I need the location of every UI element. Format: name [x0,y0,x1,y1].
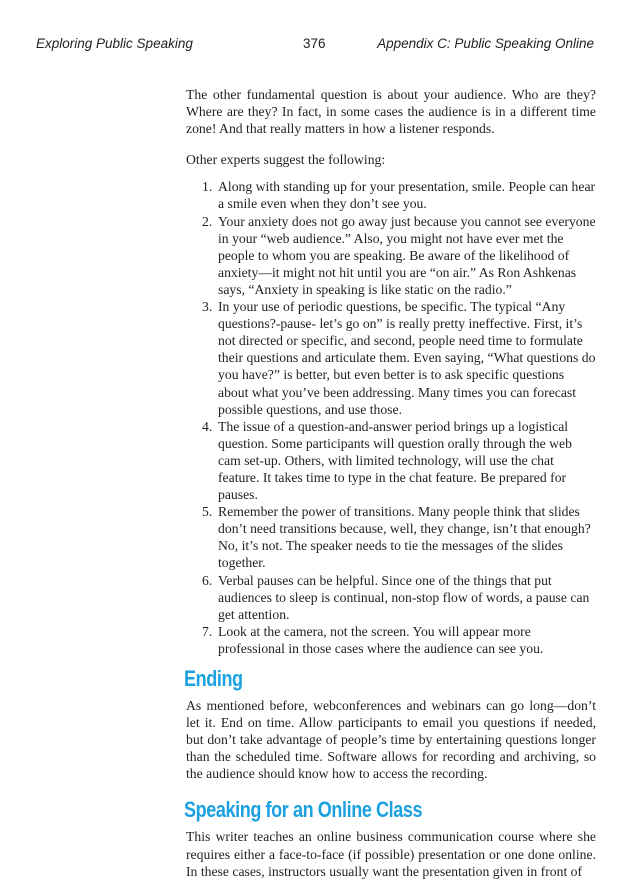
list-item [186,418,596,503]
list-item [186,572,596,623]
list-number: 5. [202,504,213,520]
list-number: 6. [202,572,213,588]
list-item-text: Verbal pauses can be helpful. Since one of the things that put audiences to sleep is continual, non-stop flow of words, a pause can get attention. [218,572,590,622]
list-item [186,623,596,657]
body-text [186,86,596,880]
list-item [186,503,596,571]
running-header [0,36,630,56]
online-class-paragraph: This writer teaches an online business communication course where she requires either a face-to-face (if possible) presentation or one done online. In these cases, instructors usually want the presentation given in front of [186,829,596,879]
list-number: 1. [202,179,213,195]
list-item-text: Along with standing up for your presentation, smile. People can hear a smile even when they don’t see you. [218,179,596,212]
intro-paragraph: The other fundamental question is about your audience. Who are they? Where are they? In fact, in some cases the audience is in a different time zone! And that really matters in how a listener responds. [186,87,596,137]
experts-paragraph: Other experts suggest the following: [186,152,386,168]
list-item [186,213,596,298]
page-number: 376 [303,36,326,51]
list-item-text: The issue of a question-and-answer period brings up a logistical question. Some participants will question orally through the web cam set-up. Others, with limited technology, will use the chat feature. It takes time to type in the chat feature. Be prepared for pauses. [218,418,572,503]
ending-heading: Ending [184,666,243,691]
list-number: 2. [202,213,213,229]
numbered-list [186,178,596,657]
list-number: 4. [202,418,213,434]
list-item-text: Look at the camera, not the screen. You will appear more professional in those cases where the audience can see you. [218,623,544,656]
list-item [186,178,596,212]
list-number: 7. [202,623,213,639]
book-title: Exploring Public Speaking [36,36,193,51]
list-item-text: In your use of periodic questions, be specific. The typical “Any questions?-pause- let’s go on” is really pretty ineffective. First, it’s not directed or specific, and second, people need time to formulate their questions and articulate them. Even saying, “What questions do you have?” is better, but even better is to ask specific questions about what you’ve been addressing. Many times you can forecast possible questions, and use those. [218,299,596,417]
list-item-text: Remember the power of transitions. Many people think that slides don’t need transitions because, well, they change, isn’t that enough? No, it’s not. The speaker needs to tie the messages of the slides together. [218,504,591,571]
list-number: 3. [202,299,213,315]
chapter-title: Appendix C: Public Speaking Online [377,36,594,51]
list-item [186,298,596,418]
ending-paragraph: As mentioned before, webconferences and webinars can go long—don’t let it. End on time. Allow participants to email you questions if needed, but don’t take advantage of people’s time by entertaining questions longer than the scheduled time. Software allows for recording and archiving, so the audience should know how to access the recording. [186,698,596,782]
online-class-heading: Speaking for an Online Class [184,797,423,823]
list-item-text: Your anxiety does not go away just because you cannot see everyone in your “web audience.” Also, you might not have ever met the people to whom you are speaking. Be aware of the likelihood of anxiety—it might not hit until you are “on air.” As Ron Ashkenas says, “Anxiety in speaking is like static on the radio.” [218,213,596,297]
